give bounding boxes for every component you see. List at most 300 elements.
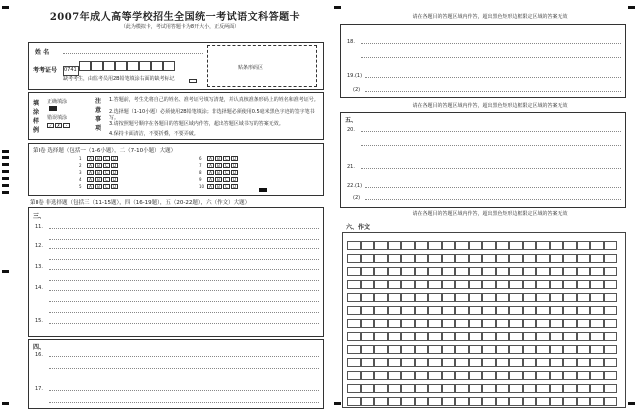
essay-grid-cell[interactable] [604, 241, 618, 250]
absent-mark[interactable] [189, 79, 197, 83]
choice-bubble[interactable]: B [95, 163, 102, 168]
essay-grid-cell[interactable] [401, 358, 415, 367]
choice-bubble[interactable]: B [95, 170, 102, 175]
essay-grid-cell[interactable] [509, 319, 523, 328]
essay-grid-cell[interactable] [482, 332, 496, 341]
essay-grid-cell[interactable] [604, 306, 618, 315]
essay-grid-cell[interactable] [347, 254, 361, 263]
essay-grid-cell[interactable] [401, 280, 415, 289]
essay-grid-cell[interactable] [604, 267, 618, 276]
essay-grid-cell[interactable] [509, 293, 523, 302]
essay-grid-cell[interactable] [388, 358, 402, 367]
essay-grid-cell[interactable] [428, 280, 442, 289]
choice-bubble[interactable]: C [103, 184, 110, 189]
essay-grid-cell[interactable] [428, 371, 442, 380]
essay-grid-cell[interactable] [401, 319, 415, 328]
choice-bubble[interactable]: D [232, 170, 237, 175]
essay-grid-cell[interactable] [590, 371, 604, 380]
essay-grid-cell[interactable] [509, 371, 523, 380]
essay-grid-cell[interactable] [401, 267, 415, 276]
exam-no-cells[interactable] [63, 61, 175, 76]
essay-grid-cell[interactable] [482, 319, 496, 328]
essay-grid-cell[interactable] [536, 267, 550, 276]
choice-bubble[interactable]: A [207, 184, 214, 189]
essay-grid-cell[interactable] [496, 241, 510, 250]
essay-grid-cell[interactable] [442, 397, 456, 406]
essay-grid-cell[interactable] [563, 267, 577, 276]
essay-grid-cell[interactable] [347, 371, 361, 380]
essay-grid-cell[interactable] [442, 319, 456, 328]
essay-grid-cell[interactable] [563, 358, 577, 367]
essay-grid-cell[interactable] [563, 319, 577, 328]
essay-grid-cell[interactable] [590, 345, 604, 354]
essay-grid-cell[interactable] [482, 358, 496, 367]
essay-grid-cell[interactable] [347, 267, 361, 276]
choice-bubble[interactable]: D [112, 163, 117, 168]
essay-grid-cell[interactable] [442, 345, 456, 354]
essay-grid-cell[interactable] [374, 345, 388, 354]
choice-bubble[interactable]: D [232, 163, 237, 168]
choice-bubble[interactable]: C [223, 163, 230, 168]
essay-grid-cell[interactable] [523, 306, 537, 315]
essay-grid-cell[interactable] [347, 345, 361, 354]
essay-grid-cell[interactable] [604, 280, 618, 289]
essay-grid-cell[interactable] [428, 267, 442, 276]
answer-line[interactable] [365, 91, 621, 92]
essay-grid-cell[interactable] [455, 254, 469, 263]
essay-grid-cell[interactable] [374, 254, 388, 263]
essay-grid-cell[interactable] [361, 371, 375, 380]
essay-grid-cell[interactable] [415, 397, 429, 406]
essay-grid-cell[interactable] [577, 345, 591, 354]
essay-grid-cell[interactable] [361, 280, 375, 289]
essay-grid-cell[interactable] [455, 306, 469, 315]
essay-grid-cell[interactable] [469, 293, 483, 302]
answer-line[interactable] [49, 269, 319, 270]
essay-grid-cell[interactable] [361, 345, 375, 354]
essay-grid-cell[interactable] [590, 293, 604, 302]
essay-grid-cell[interactable] [577, 384, 591, 393]
exam-no-cell[interactable] [163, 61, 175, 71]
essay-grid-cell[interactable] [536, 306, 550, 315]
essay-grid-cell[interactable] [523, 267, 537, 276]
essay-grid-cell[interactable] [482, 254, 496, 263]
essay-grid-cell[interactable] [442, 241, 456, 250]
essay-grid-cell[interactable] [415, 384, 429, 393]
essay-grid-cell[interactable] [388, 280, 402, 289]
choice-bubble[interactable]: B [215, 177, 222, 182]
essay-grid-cell[interactable] [509, 241, 523, 250]
choice-bubble[interactable]: A [87, 177, 94, 182]
answer-line[interactable] [49, 368, 319, 369]
answer-line[interactable] [361, 145, 621, 146]
essay-grid-cell[interactable] [577, 254, 591, 263]
essay-grid-cell[interactable] [536, 293, 550, 302]
essay-grid-cell[interactable] [361, 241, 375, 250]
essay-grid-cell[interactable] [415, 280, 429, 289]
choice-bubble[interactable]: D [232, 177, 237, 182]
essay-grid-cell[interactable] [550, 358, 564, 367]
essay-grid-cell[interactable] [523, 371, 537, 380]
choice-bubble[interactable]: D [112, 177, 117, 182]
essay-grid-cell[interactable] [590, 358, 604, 367]
essay-grid-cell[interactable] [604, 319, 618, 328]
essay-grid-cell[interactable] [415, 254, 429, 263]
essay-grid-cell[interactable] [388, 293, 402, 302]
choice-bubble[interactable]: B [215, 163, 222, 168]
essay-grid-cell[interactable] [347, 293, 361, 302]
choice-bubble[interactable]: C [103, 170, 110, 175]
essay-grid-cell[interactable] [428, 293, 442, 302]
essay-grid-cell[interactable] [523, 345, 537, 354]
essay-grid-cell[interactable] [604, 384, 618, 393]
essay-grid-cell[interactable] [388, 384, 402, 393]
essay-grid-cell[interactable] [590, 306, 604, 315]
essay-grid-cell[interactable] [482, 384, 496, 393]
essay-grid-cell[interactable] [577, 319, 591, 328]
essay-grid-cell[interactable] [388, 332, 402, 341]
essay-grid-cell[interactable] [563, 280, 577, 289]
essay-grid-cell[interactable] [442, 254, 456, 263]
essay-grid-cell[interactable] [563, 306, 577, 315]
essay-grid-cell[interactable] [536, 332, 550, 341]
answer-line[interactable] [49, 356, 319, 357]
essay-grid-cell[interactable] [604, 397, 618, 406]
essay-grid-cell[interactable] [550, 280, 564, 289]
essay-grid-cell[interactable] [496, 332, 510, 341]
essay-grid-cell[interactable] [590, 280, 604, 289]
essay-grid-cell[interactable] [590, 241, 604, 250]
essay-grid-cell[interactable] [509, 358, 523, 367]
choice-bubble[interactable]: C [103, 163, 110, 168]
choice-bubble[interactable]: A [87, 184, 94, 189]
answer-line[interactable] [49, 280, 319, 281]
essay-grid-cell[interactable] [496, 397, 510, 406]
essay-grid-cell[interactable] [536, 371, 550, 380]
essay-grid-cell[interactable] [415, 306, 429, 315]
essay-grid-cell[interactable] [590, 254, 604, 263]
essay-grid-cell[interactable] [388, 397, 402, 406]
essay-grid-cell[interactable] [482, 371, 496, 380]
essay-grid-cell[interactable] [590, 384, 604, 393]
answer-line[interactable] [49, 301, 319, 302]
essay-grid-cell[interactable] [482, 280, 496, 289]
essay-grid-cell[interactable] [401, 371, 415, 380]
essay-grid-cell[interactable] [401, 384, 415, 393]
choice-bubble[interactable]: B [215, 156, 222, 161]
choice-bubble[interactable]: B [215, 184, 222, 189]
answer-line[interactable] [49, 290, 319, 291]
answer-line[interactable] [49, 323, 319, 324]
answer-line[interactable] [49, 402, 319, 403]
essay-grid-cell[interactable] [374, 384, 388, 393]
essay-grid-cell[interactable] [388, 254, 402, 263]
choice-bubble[interactable]: A [207, 177, 214, 182]
exam-no-cell[interactable] [91, 61, 103, 71]
essay-grid-cell[interactable] [590, 332, 604, 341]
essay-grid-cell[interactable] [550, 267, 564, 276]
essay-grid-cell[interactable] [523, 241, 537, 250]
answer-line[interactable] [49, 312, 319, 313]
essay-grid-cell[interactable] [536, 319, 550, 328]
essay-grid-cell[interactable] [496, 306, 510, 315]
essay-grid-cell[interactable] [523, 358, 537, 367]
choice-bubble[interactable]: D [112, 156, 117, 161]
choice-bubble[interactable]: A [207, 170, 214, 175]
essay-grid-cell[interactable] [428, 358, 442, 367]
essay-grid-cell[interactable] [482, 345, 496, 354]
choice-bubble[interactable]: B [95, 177, 102, 182]
essay-grid-cell[interactable] [361, 267, 375, 276]
essay-grid-cell[interactable] [550, 332, 564, 341]
essay-grid-cell[interactable] [482, 306, 496, 315]
essay-grid-cell[interactable] [347, 280, 361, 289]
essay-grid-cell[interactable] [523, 293, 537, 302]
choice-bubble[interactable]: B [215, 170, 222, 175]
essay-grid-cell[interactable] [469, 241, 483, 250]
choice-bubble[interactable]: A [87, 163, 94, 168]
essay-grid-cell[interactable] [536, 254, 550, 263]
essay-grid-cell[interactable] [577, 371, 591, 380]
essay-grid-cell[interactable] [361, 384, 375, 393]
essay-grid-cell[interactable] [550, 384, 564, 393]
essay-grid-cell[interactable] [550, 345, 564, 354]
essay-grid-cell[interactable] [415, 241, 429, 250]
essay-grid-cell[interactable] [347, 397, 361, 406]
essay-grid-cell[interactable] [469, 358, 483, 367]
essay-grid-cell[interactable] [496, 371, 510, 380]
choice-bubble[interactable]: B [95, 184, 102, 189]
essay-grid-cell[interactable] [536, 384, 550, 393]
essay-grid-cell[interactable] [563, 397, 577, 406]
essay-grid-cell[interactable] [455, 358, 469, 367]
essay-grid-cell[interactable] [577, 267, 591, 276]
answer-line[interactable] [49, 239, 319, 240]
essay-grid-cell[interactable] [347, 332, 361, 341]
essay-grid-cell[interactable] [469, 254, 483, 263]
essay-grid-cell[interactable] [469, 267, 483, 276]
essay-grid-cell[interactable] [577, 293, 591, 302]
answer-line[interactable] [49, 228, 319, 229]
essay-grid-cell[interactable] [563, 254, 577, 263]
essay-grid-cell[interactable] [550, 319, 564, 328]
essay-grid-cell[interactable] [388, 319, 402, 328]
essay-grid-cell[interactable] [361, 293, 375, 302]
essay-grid-cell[interactable] [536, 241, 550, 250]
essay-grid-cell[interactable] [590, 397, 604, 406]
essay-grid-cell[interactable] [361, 332, 375, 341]
essay-grid-cell[interactable] [469, 319, 483, 328]
essay-grid-cell[interactable] [361, 397, 375, 406]
essay-grid-cell[interactable] [604, 293, 618, 302]
essay-grid-cell[interactable] [496, 358, 510, 367]
essay-grid-cell[interactable] [523, 254, 537, 263]
essay-grid-cell[interactable] [415, 358, 429, 367]
essay-grid-cell[interactable] [482, 267, 496, 276]
essay-grid-cell[interactable] [496, 293, 510, 302]
essay-grid-cell[interactable] [509, 267, 523, 276]
essay-grid-cell[interactable] [428, 241, 442, 250]
choice-bubble[interactable]: A [207, 163, 214, 168]
essay-grid-cell[interactable] [401, 254, 415, 263]
essay-grid-cell[interactable] [374, 358, 388, 367]
essay-grid-cell[interactable] [347, 306, 361, 315]
essay-grid-cell[interactable] [550, 397, 564, 406]
essay-grid-cell[interactable] [374, 267, 388, 276]
essay-grid-cell[interactable] [347, 384, 361, 393]
essay-grid-cell[interactable] [442, 358, 456, 367]
essay-grid-cell[interactable] [482, 293, 496, 302]
essay-grid-cell[interactable] [401, 241, 415, 250]
essay-grid-cell[interactable] [401, 397, 415, 406]
essay-grid-cell[interactable] [428, 332, 442, 341]
essay-grid-cell[interactable] [374, 397, 388, 406]
essay-grid-cell[interactable] [374, 319, 388, 328]
essay-grid-cell[interactable] [455, 384, 469, 393]
choice-bubble[interactable]: B [95, 156, 102, 161]
essay-grid-cell[interactable] [442, 280, 456, 289]
essay-grid-cell[interactable] [374, 241, 388, 250]
essay-grid-cell[interactable] [550, 306, 564, 315]
essay-grid-cell[interactable] [388, 267, 402, 276]
choice-bubble[interactable]: C [103, 177, 110, 182]
essay-grid-cell[interactable] [442, 371, 456, 380]
essay-grid-cell[interactable] [347, 241, 361, 250]
choice-bubble[interactable]: A [87, 156, 94, 161]
essay-grid-cell[interactable] [577, 306, 591, 315]
essay-grid-cell[interactable] [428, 254, 442, 263]
essay-grid-cell[interactable] [577, 358, 591, 367]
essay-grid-cell[interactable] [509, 332, 523, 341]
exam-no-cell[interactable] [127, 61, 139, 71]
exam-no-cell[interactable] [115, 61, 127, 71]
exam-no-cell[interactable] [79, 61, 91, 71]
choice-bubble[interactable]: C [223, 184, 230, 189]
essay-grid-cell[interactable] [604, 345, 618, 354]
answer-line[interactable] [361, 57, 621, 58]
choice-bubble[interactable]: C [223, 170, 230, 175]
essay-grid-cell[interactable] [469, 384, 483, 393]
essay-grid-cell[interactable] [374, 371, 388, 380]
essay-grid-cell[interactable] [415, 267, 429, 276]
essay-grid-cell[interactable] [455, 397, 469, 406]
essay-grid-cell[interactable] [523, 319, 537, 328]
essay-grid-cell[interactable] [388, 241, 402, 250]
essay-grid-cell[interactable] [401, 345, 415, 354]
name-field[interactable] [63, 53, 203, 54]
choice-bubble[interactable]: C [103, 156, 110, 161]
essay-grid-cell[interactable] [455, 319, 469, 328]
answer-line[interactable] [49, 390, 319, 391]
essay-grid-cell[interactable] [577, 280, 591, 289]
essay-grid-cell[interactable] [604, 371, 618, 380]
answer-line[interactable] [365, 199, 621, 200]
essay-grid-cell[interactable] [604, 254, 618, 263]
essay-grid-cell[interactable] [563, 241, 577, 250]
essay-grid-cell[interactable] [523, 280, 537, 289]
essay-grid-cell[interactable] [496, 267, 510, 276]
essay-grid-cell[interactable] [428, 319, 442, 328]
choice-bubble[interactable]: C [223, 177, 230, 182]
essay-grid-cell[interactable] [482, 241, 496, 250]
answer-line[interactable] [361, 43, 621, 44]
essay-grid-cell[interactable] [509, 306, 523, 315]
answer-line[interactable] [49, 248, 319, 249]
essay-grid-cell[interactable] [469, 280, 483, 289]
essay-grid-cell[interactable] [469, 371, 483, 380]
answer-line[interactable] [361, 131, 621, 132]
essay-grid-cell[interactable] [388, 371, 402, 380]
essay-grid-cell[interactable] [563, 345, 577, 354]
essay-grid-cell[interactable] [509, 397, 523, 406]
answer-line[interactable] [365, 187, 621, 188]
essay-grid-cell[interactable] [374, 306, 388, 315]
essay-grid-cell[interactable] [415, 371, 429, 380]
essay-grid-cell[interactable] [469, 332, 483, 341]
essay-grid-cell[interactable] [455, 267, 469, 276]
essay-grid-cell[interactable] [401, 293, 415, 302]
exam-no-cell[interactable] [63, 66, 79, 76]
essay-grid-cell[interactable] [401, 306, 415, 315]
essay-grid-cell[interactable] [455, 332, 469, 341]
essay-grid-cell[interactable] [442, 384, 456, 393]
choice-bubble[interactable]: C [223, 156, 230, 161]
essay-grid-cell[interactable] [604, 358, 618, 367]
essay-grid-cell[interactable] [455, 293, 469, 302]
choice-bubble[interactable]: D [232, 156, 237, 161]
essay-grid-cell[interactable] [496, 384, 510, 393]
essay-grid-cell[interactable] [415, 332, 429, 341]
answer-line[interactable] [365, 77, 621, 78]
essay-grid-cell[interactable] [550, 241, 564, 250]
essay-grid-cell[interactable] [509, 384, 523, 393]
essay-grid-cell[interactable] [442, 332, 456, 341]
essay-grid-cell[interactable] [482, 397, 496, 406]
essay-grid-cell[interactable] [496, 280, 510, 289]
essay-grid-cell[interactable] [509, 345, 523, 354]
essay-grid-cell[interactable] [374, 293, 388, 302]
essay-grid-cell[interactable] [361, 254, 375, 263]
essay-grid-cell[interactable] [563, 332, 577, 341]
essay-grid-cell[interactable] [523, 332, 537, 341]
choice-bubble[interactable]: D [112, 170, 117, 175]
essay-grid-cell[interactable] [469, 345, 483, 354]
essay-grid-cell[interactable] [563, 371, 577, 380]
answer-line[interactable] [49, 259, 319, 260]
essay-grid-cell[interactable] [496, 345, 510, 354]
essay-grid-cell[interactable] [347, 319, 361, 328]
exam-no-cell[interactable] [139, 61, 151, 71]
choice-bubble[interactable]: D [232, 184, 237, 189]
essay-grid-cell[interactable] [563, 293, 577, 302]
essay-grid-cell[interactable] [374, 280, 388, 289]
essay-grid-cell[interactable] [550, 293, 564, 302]
essay-grid-cell[interactable] [361, 319, 375, 328]
essay-grid-cell[interactable] [428, 345, 442, 354]
choice-bubble[interactable]: A [207, 156, 214, 161]
essay-grid-cell[interactable] [388, 306, 402, 315]
essay-grid-cell[interactable] [523, 397, 537, 406]
essay-grid-cell[interactable] [415, 293, 429, 302]
exam-no-cell[interactable] [103, 61, 115, 71]
essay-grid-cell[interactable] [388, 345, 402, 354]
essay-grid-cell[interactable] [496, 254, 510, 263]
essay-grid-cell[interactable] [536, 280, 550, 289]
essay-grid-cell[interactable] [455, 371, 469, 380]
essay-grid-cell[interactable] [361, 358, 375, 367]
essay-grid-cell[interactable] [590, 267, 604, 276]
essay-grid-cell[interactable] [428, 397, 442, 406]
